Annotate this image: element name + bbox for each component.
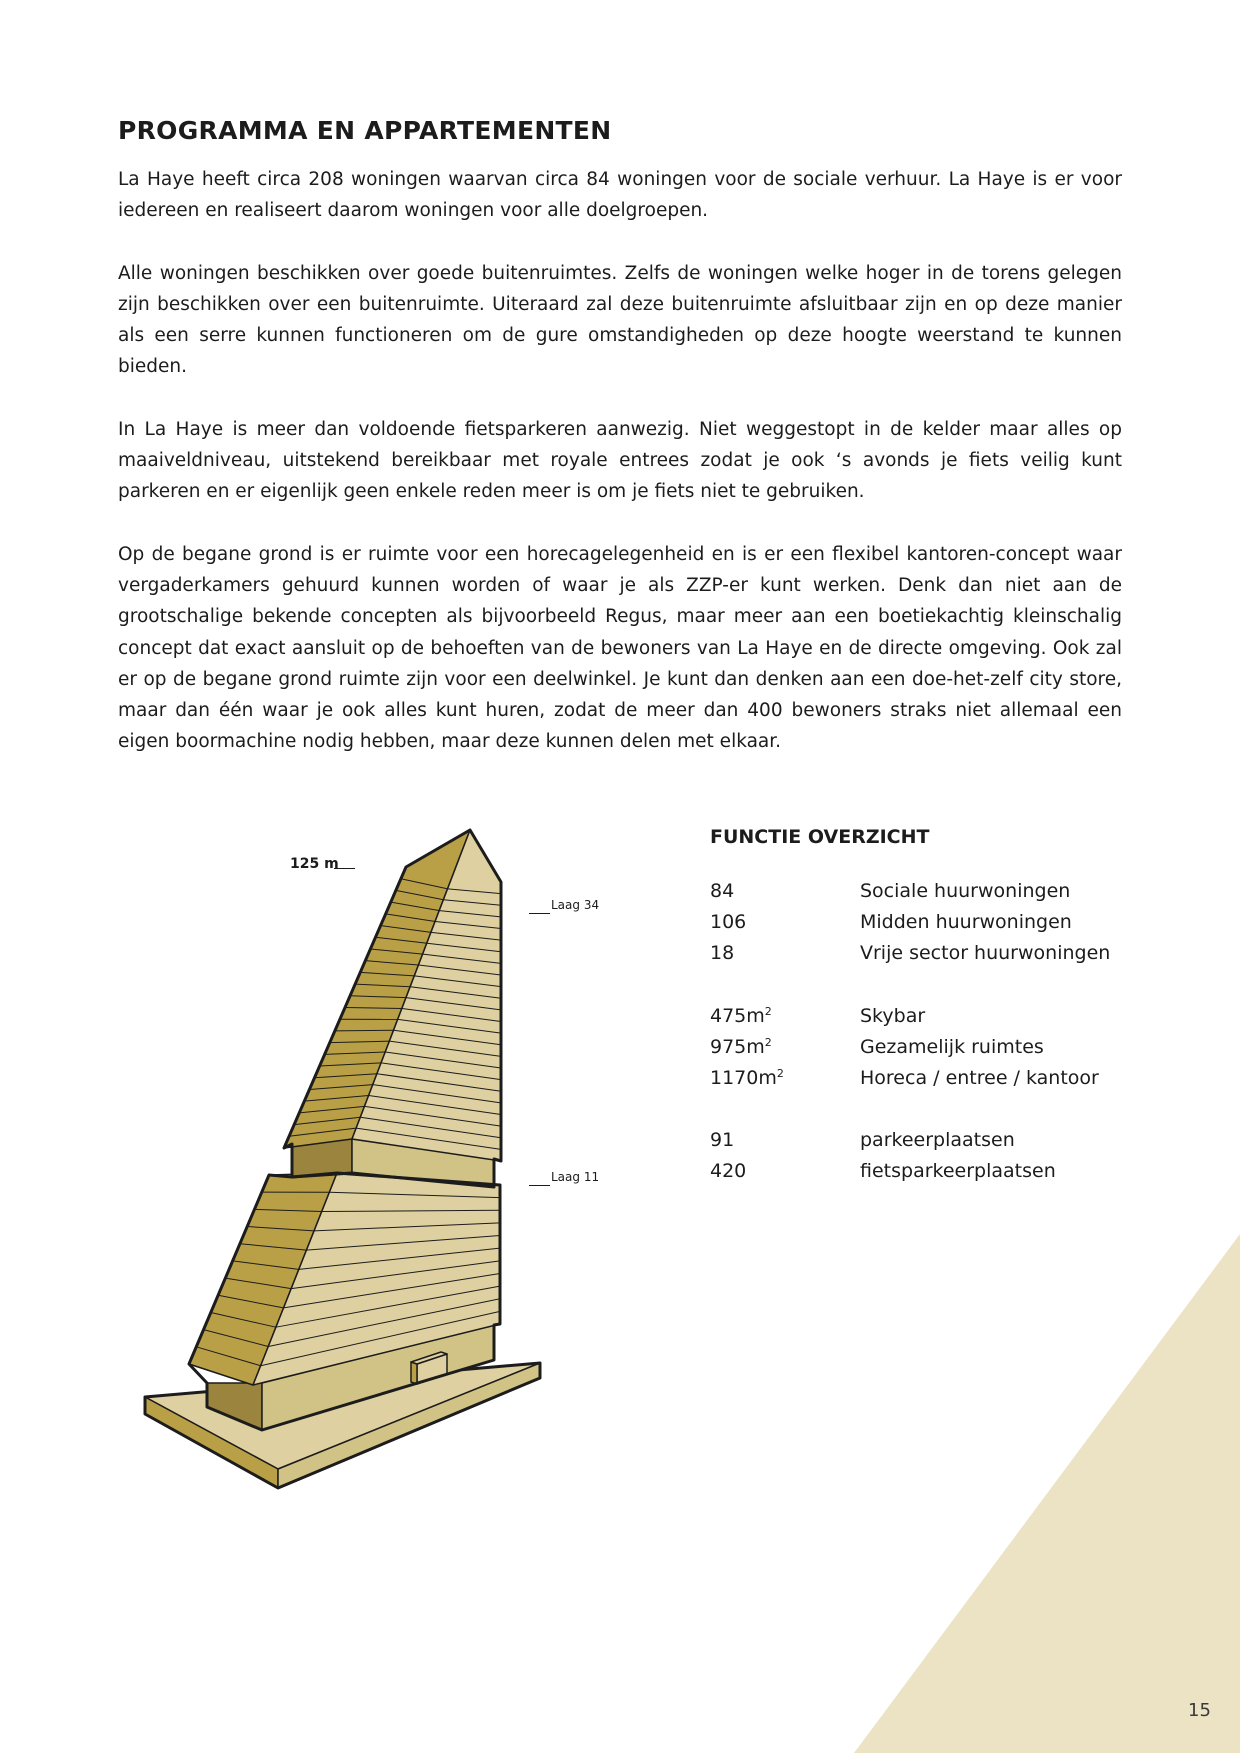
list-item bbox=[710, 1156, 1130, 1187]
page-number: 15 bbox=[1188, 1700, 1211, 1721]
housing-count: 106 bbox=[710, 911, 747, 934]
paragraph-1: La Haye heeft circa 208 woningen waarvan circa 84 woningen voor de sociale verhuur. La Haye is er voor iedereen en realiseert daarom woningen voor alle doelgroepen. bbox=[118, 169, 1122, 222]
function-overview-title: FUNCTIE OVERZICHT bbox=[710, 826, 930, 848]
area-size: $475m^2$ bbox=[710, 1004, 772, 1027]
lobby-box-side bbox=[411, 1362, 417, 1384]
area-size: $1170m^2$ bbox=[710, 1067, 784, 1090]
housing-count: 84 bbox=[710, 880, 735, 902]
page-title: PROGRAMMA EN APPARTEMENTEN bbox=[118, 116, 612, 145]
housing-type: Sociale huurwoningen bbox=[860, 880, 1071, 902]
level-34-leader-line bbox=[529, 913, 550, 914]
area-type: Skybar bbox=[860, 1004, 926, 1027]
area-type: Horeca / entree / kantoor bbox=[860, 1067, 1099, 1090]
paragraph-4: Op de begane grond is er ruimte voor een horecagelegenheid en is er een flexibel kantoren-concept waar vergaderkamers gehuurd kunnen worden of waar je als ZZP-er kunt werken. Denk dan niet aan de grootschalige bekende concepten als bijvoorbeeld Regus, maar meer aan een boetiekachtig kleinschalig concept dat exact aansluit op de behoeften van de bewoners van La Haye en de directe omgeving. Ook zal er op de begane grond ruimte zijn voor een deelwinkel. Je kunt dan denken aan een doe-het-zelf city store, maar dan één waar je ook alles kunt huren, zodat de meer dan 400 bewoners straks niet allemaal een eigen boormachine nodig hebben, maar deze kunnen delen met elkaar. bbox=[118, 543, 1122, 753]
height-label: 125 m bbox=[290, 856, 339, 872]
parking-count: 420 bbox=[710, 1160, 747, 1183]
level-34-label: Laag 34 bbox=[551, 898, 600, 912]
list-item bbox=[710, 876, 1130, 907]
floor-line bbox=[335, 1030, 394, 1031]
parking-type: parkeerplaatsen bbox=[860, 1129, 1015, 1152]
list-item bbox=[710, 1063, 1130, 1094]
housing-count: 18 bbox=[710, 942, 735, 965]
level-11-label: Laag 11 bbox=[551, 1170, 600, 1184]
paragraph-2: Alle woningen beschikken over goede buitenruimtes. Zelfs de woningen welke hoger in de torens gelegen zijn beschikken over een buitenruimte. Uiteraard zal deze buitenruimte afsluitbaar zijn en op deze manier als een serre kunnen functioneren om de gure omstandigheden op deze hoogte weerstand te kunnen bieden. bbox=[118, 262, 1122, 378]
housing-type: Vrije sector huurwoningen bbox=[860, 942, 1111, 965]
parking-list bbox=[710, 1125, 1130, 1187]
height-leader-line bbox=[334, 868, 355, 869]
area-size: $975m^2$ bbox=[710, 1035, 772, 1058]
area-list bbox=[710, 1001, 1130, 1095]
paragraph-3: In La Haye is meer dan voldoende fietsparkeren aanwezig. Niet weggestopt in de kelder maar alles op maaiveldniveau, uitstekend bereikbaar met royale entrees zodat je ook ‘s avonds je fiets veilig kunt parkeren en er eigenlijk geen enkele reden meer is om je fiets niet te gebruiken. bbox=[118, 418, 1122, 503]
list-item bbox=[710, 1032, 1130, 1063]
housing-type: Midden huurwoningen bbox=[860, 911, 1072, 934]
list-item bbox=[710, 1001, 1130, 1032]
list-item bbox=[710, 907, 1130, 938]
housing-list bbox=[710, 876, 1130, 970]
list-item bbox=[710, 1125, 1130, 1156]
function-overview bbox=[710, 826, 1130, 1219]
area-type: Gezamelijk ruimtes bbox=[860, 1035, 1044, 1058]
list-item bbox=[710, 938, 1130, 969]
level-11-leader-line bbox=[529, 1185, 550, 1186]
parking-count: 91 bbox=[710, 1129, 735, 1152]
parking-type: fietsparkeerplaatsen bbox=[860, 1160, 1056, 1183]
